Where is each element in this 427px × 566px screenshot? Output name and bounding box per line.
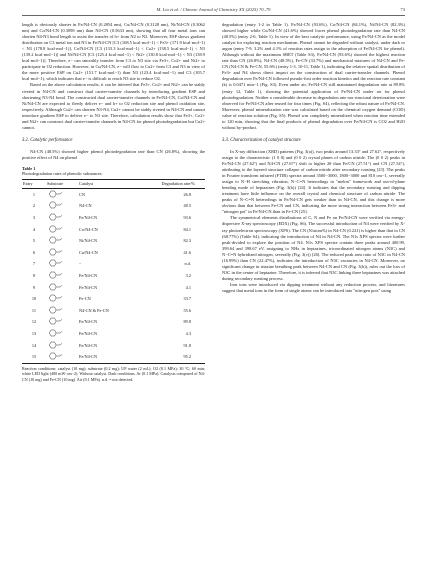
- table-row: [22, 293, 205, 305]
- cell-entry: 5: [32, 238, 36, 244]
- table-row: [22, 247, 205, 259]
- table-row: [22, 259, 205, 271]
- phenol-structure-icon: [47, 205, 67, 210]
- cell-rate: 93.6: [183, 214, 191, 220]
- phenol-structure-icon: [47, 217, 67, 222]
- cell-entry: 11: [31, 307, 37, 313]
- cell-catalyst: −: [79, 261, 82, 267]
- running-header: [22, 6, 405, 18]
- phenol-structure-icon: [47, 263, 67, 268]
- cell-rate: n.d.: [184, 261, 191, 267]
- cell-substrate: [46, 351, 78, 363]
- cell-substrate: [46, 317, 78, 329]
- cell-rate: 4.1: [185, 284, 191, 290]
- page-number: 73: [400, 7, 405, 12]
- cell-catalyst: Fe/N4-CN: [79, 330, 98, 336]
- table-row: [22, 201, 205, 213]
- cell-substrate: [46, 247, 78, 259]
- cell-substrate: [46, 189, 78, 201]
- cell-entry: 9: [32, 284, 36, 290]
- table-row: [22, 212, 205, 224]
- table-row: [22, 305, 205, 317]
- table-title: Photodegradation rates of phenolic substances.: [22, 171, 103, 177]
- paragraph: degradation (entry 1-2 in Table 1). Fe/N4-CN (93.6%), Co/N4-CN (84.1%), Ni/N4-CN (82.3%) showed higher while Cu/N4-CN (41.6%) showed lower phenol photodegradation rate than N4-CN (48.5%) (entry 2-6, Table 1). In view of the best catalytic performance, using Fe/N4-CN as the model catalyst for exploring reaction mechanism. Phenol cannot be degraded without catalyst, under dark or argon (entry 7-9, 3.2% and 4.1% of reaction rates assign to the adsorption of Fe/N4-CN for phenol). Although without the maximum SBET (Table S3), Fe/N4-CN (93.6%) showed the highest reaction rate than CN (26.8%), N4-CN (48.5%), Fe-CN (33.7%) and mechanical mixtures of N4-CN and Fe-CN (N4-CN & Fe-CN, 55.6%) (entry 1-3, 10-11, Table 1), indicating the relative spatial distribution of Fe3+ and N4 shows direct impact on the construction of dual carrier-transfer channels. Phenol degradation over Fe/N4-CN followed pseudo-first order reaction kinetics and the reaction rate constant (k) is 0.0471 min−1 (Fig. S3). Even under air, Fe/N4-CN still maintained degradation rate at 89.8% (entry 12, Table 1), showing the potential application of Fe/N4-CN under air for phenol photodegradation. Neither a considerable decrease in degradation rate nor structural deterioration were observed for Fe/N4-CN after reused for four times (Fig. S4), reflecting the robust nature of Fe/N4-CN. Moreover, phenol mineralization rate was calculated based on the chemical oxygen demand (COD) value of reaction solution (Fig. S5). Phenol was completely mineralized when reaction time extended to 120 min, showing that the final products of phenol degradation over Fe/N4-CN is CO2 and H2O without by-product.: [222, 22, 405, 130]
- cell-substrate: [46, 259, 78, 271]
- cell-catalyst: N4-CN: [79, 203, 92, 209]
- cell-catalyst: Fe/N4-CN: [79, 284, 98, 290]
- cell-substrate: [46, 224, 78, 236]
- table-row: [22, 235, 205, 247]
- header-rate: Degradation rate/%: [131, 179, 205, 188]
- paragraph: N4-CN (48.5%) showed higher phenol photodegradation rate than CN (26.8%), showing the positive effect of N4 on phenol: [22, 148, 205, 160]
- cell-rate: 41.6: [183, 249, 191, 255]
- table-footnote: Reaction conditions: catalyst (10 mg); substrate (0.2 mg); UP water (2 mL); O2 (0.1 MPa); 30 °C; 60 min; white LED light (400 mW·cm−2). Without catalyst. Dark conditions. Ar (0.1 MPa). Catalysts composed of N4-CN (10 mg) and Fe-CN (10 mg). Air (0.1 MPa). n.d. = not detected.: [22, 365, 205, 382]
- phenol-structure-icon: [47, 240, 67, 245]
- cell-rate: 26.8: [183, 191, 191, 197]
- paragraph: In X-ray diffraction (XRD) patterns (Fig. 3(a)), two peaks around 13.33° and 27.62°, respectively assign to the characteristic (1 0 0) and (0 0 2) crystal planes of carbon nitride. The (0 0 2) peaks in Fe/N4-CN (27.62°) and N4-CN (27.67°) shift to higher 2θ than Fe/CN (27.51°) and CN (27.54°), attributing to the layered structure collapse of carbon nitride after secondary roasting [23]. The peaks in Fourier transform infrared (FTIR) spectra around 3500−3000, 1800−3000 and 810 cm−1, severally assign to N−H stretching vibration, N−C=N heterodings in "melon" framework and out-of-plane bending mode of heptazines (Fig. 3(b)) [24]. It indicates that the secondary roasting and dipping treatment have little influence on the overall crystal and chemical structure of carbon nitride. The peaks of N−C=N heterodings in Fe/N4-CN gets weaker than in N4-CN, and this change is more obvious than that between Fe-CN and CN, indicating the more strong interaction between Fe3+ and "nitrogen pot" in Fe/N4-CN than in Fe-CN [25].: [222, 148, 405, 215]
- phenol-structure-icon: [47, 356, 67, 361]
- table-row: [22, 317, 205, 329]
- cell-rate: 48.5: [183, 203, 191, 209]
- phenol-structure-icon: [47, 229, 67, 234]
- phenol-structure-icon: [47, 333, 67, 338]
- cell-catalyst: Ni/N4-CN: [79, 238, 98, 244]
- phenol-structure-icon: [47, 275, 67, 280]
- cell-catalyst: Fe-CN: [79, 296, 91, 302]
- table-body: [22, 189, 205, 364]
- cell-entry: 8: [32, 272, 36, 278]
- header-entry: Entry: [22, 179, 46, 188]
- cell-entry: 3: [32, 214, 36, 220]
- cell-catalyst: Co/N4-CN: [79, 226, 98, 232]
- table-header-row: [22, 179, 205, 188]
- cell-substrate: [46, 293, 78, 305]
- cell-rate: 4.3: [185, 330, 191, 336]
- cell-entry: 2: [32, 203, 36, 209]
- table-row: [22, 282, 205, 294]
- table-row: [22, 270, 205, 282]
- phenol-structure-icon: [47, 310, 67, 315]
- degradation-table: [22, 179, 205, 364]
- cell-entry: 13: [31, 330, 37, 336]
- cell-entry: 6: [32, 249, 36, 255]
- cell-catalyst: Fe/N4-CN: [79, 272, 98, 278]
- cell-catalyst: Fe/N4-CN: [79, 319, 98, 325]
- cell-entry: 4: [32, 226, 36, 232]
- cell-substrate: [46, 212, 78, 224]
- phenol-structure-icon: [47, 345, 67, 350]
- left-column: [22, 22, 205, 382]
- cell-substrate: [46, 328, 78, 340]
- cell-substrate: [46, 340, 78, 352]
- header-catalyst: Catalyst: [78, 179, 131, 188]
- cell-substrate: [46, 270, 78, 282]
- cell-rate: 55.6: [183, 307, 191, 313]
- table-row: [22, 340, 205, 352]
- cell-entry: 14: [31, 342, 37, 348]
- cell-catalyst: CN: [79, 191, 85, 197]
- cell-rate: 91.8: [183, 342, 191, 348]
- cell-substrate: [46, 305, 78, 317]
- journal-citation: M. Liu et al. / Chinese Journal of Chemistry XX (2025) 70–79: [156, 7, 271, 12]
- section-heading: 3.3. Characterization of catalyst structure: [222, 137, 301, 143]
- cell-catalyst: Cu/N4-CN: [79, 249, 98, 255]
- header-substrate: Substrate: [46, 179, 78, 188]
- cell-catalyst: Fe/N4-CN: [78, 351, 131, 363]
- cell-rate: 84.1: [183, 226, 191, 232]
- cell-substrate: [46, 235, 78, 247]
- table-row: [22, 189, 205, 201]
- paragraph: Iron ions were introduced via dipping treatment without any reduction process, and literatures suggest that metal ions in the form of single atoms can be introduced into "nitrogen pots" using: [222, 281, 405, 293]
- cell-entry: 12: [31, 319, 37, 325]
- paragraph: Based on the above calculation results, it can be inferred that Fe3+, Co2+ and Ni2+ can be stably riveted in N4-CN and construct dual carrier-transfer channels by introducing gradient ESP and shortening N3-N4 bond. The constructed dual carrier-transfer channels in Fe/N4-CN, Co/N4-CN and Ni/N4-CN are expected to fleetly deliver e− and h+ to O2 reduction site and phenol oxidation site, respectively. Although Cu2+ can shorten N3-N4, Cu2+ cannot be stably riveted in N4-CN and cannot introduce gradient ESP to deliver e− to N3 site. Therefore, calculation results show that Fe3+, Co2+ and Ni2+ can construct dual carrier-transfer channels in N4-CN for phenol photodegradation but Cu2+ cannot.: [22, 82, 205, 130]
- cell-rate: 3.2: [185, 272, 191, 278]
- cell-catalyst: N4-CN & Fe-CN: [79, 307, 109, 313]
- table-row: [22, 328, 205, 340]
- cell-entry: 7: [32, 261, 36, 267]
- paragraph: The symmetrical elements distributions of C, N and Fe on Fe/N4-CN were verified via energy-dispersive X-ray spectroscopy (EDX) (Fig. S6). The successful introduction of N4 were verified by X-ray photoelectron spectroscopy (XPS). The CN (N/atom%) in N4-CN (0.221) is higher than that in CN (68.77%) (Table S4), indicating the introduction of N4 in N4-CN. The N1s XPS spectra were further peak-divided to explore the position of N4. N1s XPS spectra contain three peaks around 400.99, 399.64 and 398.67 eV, assigning to NHx in heptazines, tricoordinated nitrogen atoms (N3C) and N−C=N hybridized nitrogen, severally (Fig. 3(c)) [26]. The reduced peak area ratio of N3C in N4-CN (16.99%) than CN (22.47%), indicates the introduction of N3C vacancies in N4-CN. Moreover, no significant change in triazine breathing peak between N4-CN and CN (Fig. 3(b)), rules out the loss of N3C in the center of heptazine. Therefore, it is inferred that N3C linking three heptazines was attached during secondary roasting process.: [222, 215, 405, 281]
- cell-rate: 89.8: [183, 319, 191, 325]
- phenol-structure-icon: [47, 298, 67, 303]
- table-caption: [22, 166, 205, 177]
- cell-entry: 1: [32, 191, 36, 197]
- cell-substrate: [46, 201, 78, 213]
- phenol-structure-icon: [47, 321, 67, 326]
- table-row: [22, 351, 205, 363]
- right-column: [222, 22, 405, 294]
- table-row: [22, 224, 205, 236]
- cell-rate: 82.3: [183, 238, 191, 244]
- section-heading: 3.2. Catalytic performance: [22, 137, 73, 143]
- cell-catalyst: Fe/N4-CN: [79, 342, 98, 348]
- cell-entry: 15: [22, 351, 46, 363]
- header-rule: [22, 15, 405, 16]
- paragraph: length is obviously shorter in Fe/N4-CN (0.2854 nm), Cu/N4-CN (0.3128 nm), Ni/N4-CN (0.3062 nm) and Co/N4-CN (0.3098 nm) than N4-CN (0.5633 nm), showing that all four metal ions can shorten N4-N3 bond length to assist the transfer of h+ from N2 to N3. Moreover, ESP shows gradient distribution on C3 metal ion and N3 in Fe/N4-CN [C3 (168.5 kcal·mol−1) < Fe3+ (171.9 kcal·mol−1) < N3 (178.8 kcal·mol−1)], Co/N4-CN [C3 (133.3 kcal·mol−1) < Co2+ (138.5 kcal·mol−1) < N3 (139.2 kcal·mol−1)] and Ni/N4-CN [C3 (125.4 kcal·mol−1) < Ni2+ (130.8 kcal·mol−1) < N3 (138.9 kcal·mol−1)]. Therefore, e− can smoothly transfer from C3 to N3 site via Fe3+, Co2+ and Ni2+ to participate in O2 reduction. However, in Cu/N4-CN, e− will flow to Cu2+ from C3 and N3 in view of the more positive ESP on Cu2+ (151.7 kcal·mol−1) than N3 (123.4 kcal·mol−1) and C3 (105.7 kcal·mol−1), which indicates that e− is difficult to reach N3 site to reduce O2.: [22, 22, 205, 82]
- phenol-structure-icon: [47, 287, 67, 292]
- table-label: Table 1: [22, 165, 36, 171]
- phenol-structure-icon: [47, 252, 67, 257]
- cell-catalyst: Fe/N4-CN: [79, 214, 98, 220]
- phenol-structure-icon: [47, 194, 67, 199]
- cell-substrate: [46, 282, 78, 294]
- cell-rate: 95.2: [131, 351, 205, 363]
- cell-entry: 10: [31, 296, 37, 302]
- cell-rate: 33.7: [183, 296, 191, 302]
